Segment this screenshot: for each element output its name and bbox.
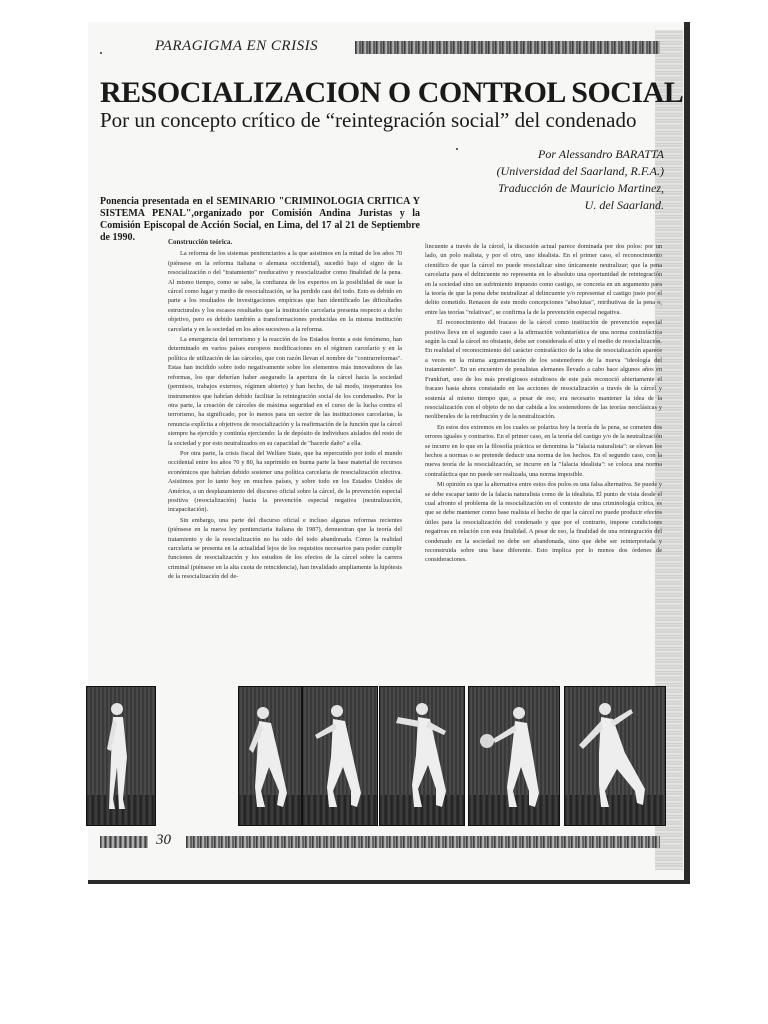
- header-pattern-bar: [355, 41, 660, 54]
- body-column-right: [425, 242, 662, 682]
- translator-affiliation: U. del Saarland.: [584, 198, 664, 212]
- article-subtitle: Por un concepto crítico de “reintegración social” del condenado: [100, 108, 637, 132]
- paragraph: En estos dos extremos en los cuales se polariza hoy la teoría de la pena, se cometen dos errores iguales y contrarios. En el primer caso, en la teoría del castigo y/o de la neutralización se incurre en lo que en la filosofía práctica se denomina la "falacia naturalista": se elevan los hechos a normas o se pretende deducir una norma de los hechos. En el segundo caso, con la nueva teoría de la resocialización, se incurre en la "falacia idealista": se coloca una norma contrafáctica que no puede ser realizada, una norma imposible.: [425, 423, 662, 478]
- running-header: [155, 38, 660, 58]
- body-column-left: [168, 238, 402, 686]
- paragraph: La emergencia del terrorismo y la reacción de los Estados frente a este fenómeno, han determinado en varios países europeos modificaciones en el régimen carcelario y en la política de utilización de las cárceles, que con razón llevan el nombre de "contrarreformas". Estas han incidido sobre todo negativamente sobre los elementos más innovadores de las reformas, los que deberían haber asegurado la apertura de la cárcel hacia la sociedad (permisos, trabajos externos, régimen abierto) y han hecho, de tal modo, inoperantes los instrumentos que habrían debido facilitar la reintegración social de los condenados. Por la otra parte, la creación de cárceles de máxima seguridad en el curso de la lucha contra el terrorismo, ha significado, por lo menos para un sector de las instituciones carcelarias, la renuncia explícita a objetivos de resocialización y la reafirmación de la función que la cárcel siempre ha ejercido y continúa ejerciendo: la de depósito de individuos aislados del resto de la sociedad y por esto neutralizados en su capacidad de "hacerle daño" a ella.: [168, 336, 402, 447]
- section-heading: Construcción teórica.: [168, 238, 233, 246]
- author-block: [497, 146, 664, 214]
- paragraph: El reconocimiento del fracaso de la cárcel como institución de prevención especial positiva lleva en el segundo caso a la afirmación voluntarística de una norma contrafáctica según la cual la cárcel no obstante, debe ser considerada el sitio y el medio de resocialización. En realidad el reconocimiento del carácter contrafáctico de la idea de resocialización aparece a veces en la misma argumentación de los sostenedores de la nueva "ideología del tratamiento". En un encuentro de penalistas alemanes llevado a cabo hace algunos años en Frankfurt, uno de los más prestigiosos estudiosos de este país reconoció abiertamente el fracaso hasta ahora constatado en las acciones de resocialización a través de la cárcel y sostenía al mismo tiempo que, a pesar de eso, era necesario mantener la idea de la resocialización con el objeto de no dar cabida a los sostenedores de las teorías neoclásicas y neoliberales de la retribución y de la neutralización.: [425, 319, 662, 421]
- author-name: Por Alessandro BARATTA: [538, 147, 664, 161]
- translator-name: Traducción de Mauricio Martinez,: [498, 181, 664, 195]
- article-title: RESOCIALIZACION O CONTROL SOCIAL: [100, 76, 684, 109]
- page-number: 30: [156, 832, 171, 848]
- section-label: PARAGIGMA EN CRISIS: [155, 38, 319, 54]
- photo-frame: [564, 686, 666, 826]
- figure-catching-icon: [380, 687, 464, 825]
- paragraph: Por otra parte, la crisis fiscal del Welfare State, que ha repercutido por todo el mundo occidental entre los años 70 y 80, ha suprimido en buena parte la base material de recursos económicos que habrían debido sostener una política carcelaria de resocialización efectiva. Asistimos por lo tanto hoy en muchos países, y sobre todo en los Estados Unidos de América, a un desplazamiento del discurso oficial sobre la cárcel, de la prevención especial positiva (resocialización) hacia la prevención especial negativa (neutralización, incapacitación).: [168, 449, 402, 514]
- scan-speck: [100, 52, 102, 54]
- photo-sequence-strip: [86, 686, 664, 824]
- ponencia-note: Ponencia presentada en el SEMINARIO "CRIMINOLOGIA CRITICA Y SISTEMA PENAL",organizado por Comisión Andina Juristas y la Comisión Episcopal de Acción Social, en Lima, del 17 al 21 de Septiembre de 1990.: [100, 196, 420, 243]
- photo-frame: [86, 686, 156, 826]
- paragraph: La reforma de los sistemas penitenciarios a la que asistimos en la mitad de los años 70 (piénsese en la reforma italiana o alemana occidental), sucedió bajo el signo de la resocialización o del "tratamiento" reeducativo y resocializador como finalidad de la pena. Al mismo tiempo, como se sabe, la confianza de los expertos en la posibilidad de usar la cárcel como lugar y medio de resocialización, se ha perdido casi del todo. Esto es debido en parte a los resultados de investigaciones empíricas que han identificado las dificultades estructurales y los escasos resultados que la institución carcelaria presenta respecto a dicho objetivo, pero es debido también a transformaciones producidas en la misma institución carcelaria y en la sociedad en los años sucesivos a la reforma.: [168, 250, 402, 333]
- footer-pattern-bar: [100, 836, 148, 848]
- photo-frame: [238, 686, 302, 826]
- paragraph: Mi opinión es que la alternativa entre estos dos polos es una falsa alternativa. Se puede y se debe escapar tanto de la falacia naturalista como de la idealista. El punto de vista desde el cual afronto el problema de la resocialización en el contexto de una criminología crítica, es que se debe mantener como base realista el hecho de que la cárcel no puede producir efectos útiles para la resocialización del condenado y que por el contrario, impone condiciones negativas en relación con esta finalidad. A pesar de eso, la finalidad de una reintegración del condenado en la sociedad no debe ser abandonada, sino que debe ser reinterpretada y reconstruida sobre una base diferente. Esto implica por lo menos dos órdenes de consideraciones.: [425, 481, 662, 564]
- scan-speck: [456, 148, 458, 150]
- running-footer: [100, 832, 660, 852]
- photo-frame: [379, 686, 465, 826]
- author-affiliation: (Universidad del Saarland, R.F.A.): [496, 164, 664, 178]
- figure-standing-icon: [87, 687, 155, 825]
- photo-frame: [468, 686, 560, 826]
- footer-pattern-bar: [186, 836, 660, 848]
- paragraph: lincuente a través de la cárcel, la discusión actual parece dominada por dos polos: por un lado, un polo realista, y por el otro, uno idealista. En el primer caso, el reconocimiento científico de que la cárcel no puede resocializar sino únicamente neutralizar; que la pena carcelaria para el delincuente no representa en lo absoluto una oportunidad de reintegración en la sociedad sino un sufrimiento impuesto como castigo, se concreta en un argumento para la teoría de que la pena debe neutralizar al delincuente y/o representar el castigo justo por el delito cometido. Renacen de este modo concepciones "absolutas", retributivas de la pena o, entre las teorías "relativas", se confirma la de la prevención especial negativa.: [425, 243, 662, 316]
- paragraph: Sin embargo, una parte del discurso oficial e incluso algunas reformas recientes (piénsese en la nueva ley penitenciaria italiana de 1987), demuestran que la teoría del tratamiento y de la resocialización no ha sido del todo abandonada. Como la realidad carcelaria se presenta en la actualidad lejos de los requisitos necesarios para poder cumplir funciones de resocialización y los estudios de los efectos de la cárcel sobre la carrera criminal (piénsese en la alta cuota de reincidencia), han invalidado ampliamente la hipótesis de la resocialización del de-: [168, 516, 402, 581]
- figure-reaching-icon: [303, 687, 377, 825]
- figure-holding-ball-icon: [469, 687, 559, 825]
- figure-throwing-icon: [565, 687, 665, 825]
- photo-frame: [302, 686, 378, 826]
- figure-crouching-icon: [239, 687, 301, 825]
